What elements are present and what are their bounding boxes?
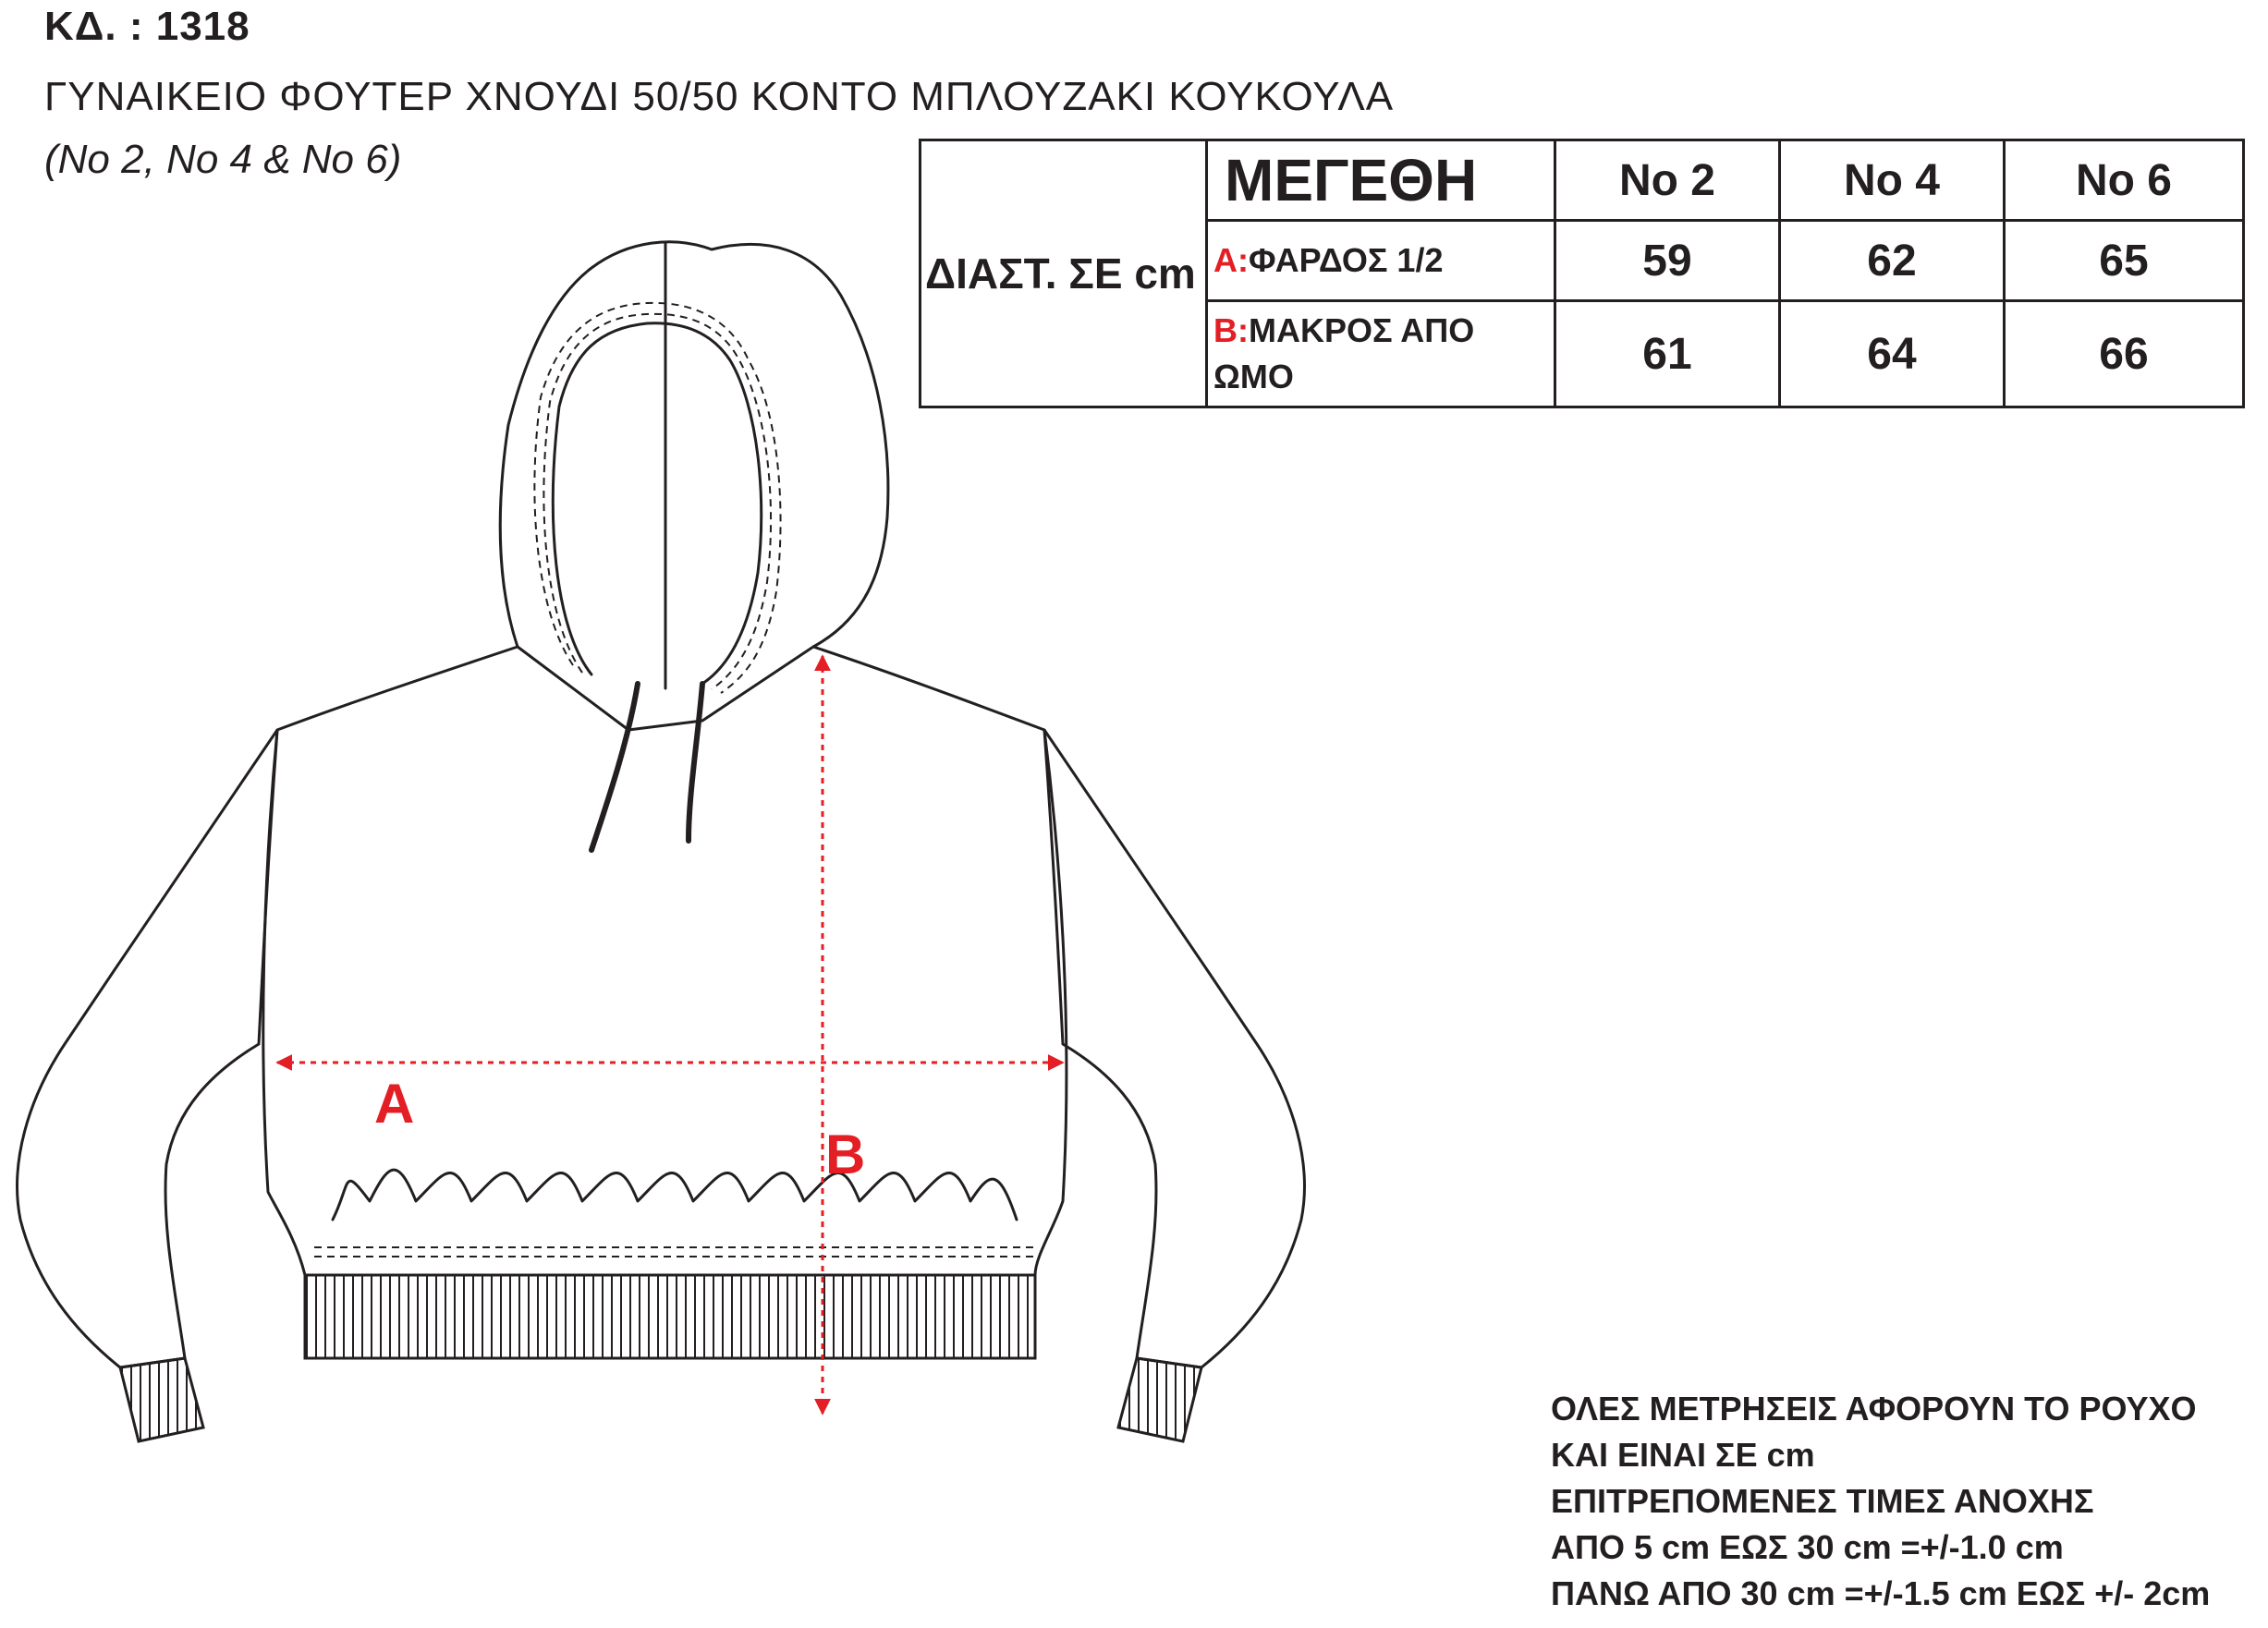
waist-gathers <box>333 1170 1017 1220</box>
table-cell: 66 <box>2005 301 2244 407</box>
dimension-label: ΔΙΑΣΤ. ΣΕ cm <box>921 140 1207 407</box>
sizes-note: (No 2, No 4 & No 6) <box>44 137 402 182</box>
left-sleeve <box>18 730 277 1367</box>
table-cell: 64 <box>1780 301 2005 407</box>
table-cell: 62 <box>1780 221 2005 301</box>
measure-name: ΦΑΡΔΟΣ 1/2 <box>1249 241 1444 279</box>
table-cell: 61 <box>1555 301 1780 407</box>
measure-name: ΜΑΚΡΟΣ ΑΠΟ ΩΜΟ <box>1213 311 1475 395</box>
left-cuff-rib <box>120 1358 203 1441</box>
sizes-header: ΜΕΓΕΘΗ <box>1207 140 1555 221</box>
waistband-rib <box>305 1275 1035 1358</box>
note-line: ΟΛΕΣ ΜΕΤΡΗΣΕΙΣ ΑΦΟΡΟΥΝ ΤΟ ΡΟΥΧΟ <box>1551 1390 2197 1428</box>
right-sleeve <box>1044 730 1304 1367</box>
size-header-cell: No 4 <box>1780 140 2005 221</box>
hood-opening <box>553 323 761 684</box>
drawstring-right <box>689 684 702 841</box>
size-header-cell: No 2 <box>1555 140 1780 221</box>
note-line: ΚΑΙ ΕΙΝΑΙ ΣΕ cm <box>1551 1436 1815 1474</box>
table-cell: 65 <box>2005 221 2244 301</box>
measure-letter: B: <box>1213 311 1249 349</box>
product-code: ΚΔ. : 1318 <box>44 4 250 49</box>
measure-letter: A: <box>1213 241 1249 279</box>
measure-b-label: B <box>825 1124 866 1185</box>
note-line: ΠΑΝΩ ΑΠΟ 30 cm =+/-1.5 cm ΕΩΣ +/- 2cm <box>1551 1574 2211 1612</box>
note-line: ΕΠΙΤΡΕΠΟΜΕΝΕΣ ΤΙΜΕΣ ΑΝΟΧΗΣ <box>1551 1482 2094 1520</box>
measure-a-label: A <box>374 1073 415 1135</box>
tolerance-notes <box>1551 1386 2210 1617</box>
right-cuff-rib <box>1118 1358 1201 1441</box>
note-line: ΑΠΟ 5 cm ΕΩΣ 30 cm =+/-1.0 cm <box>1551 1528 2064 1566</box>
hoodie-body <box>263 647 1067 1275</box>
table-cell: 59 <box>1555 221 1780 301</box>
product-description: ΓΥΝΑΙΚΕΙΟ ΦΟΥΤΕΡ ΧΝΟΥΔΙ 50/50 ΚΟΝΤΟ ΜΠΛΟΥΖΑΚΙ ΚΟΥΚΟΥΛΑ <box>44 74 1395 119</box>
size-header-cell: No 6 <box>2005 140 2244 221</box>
